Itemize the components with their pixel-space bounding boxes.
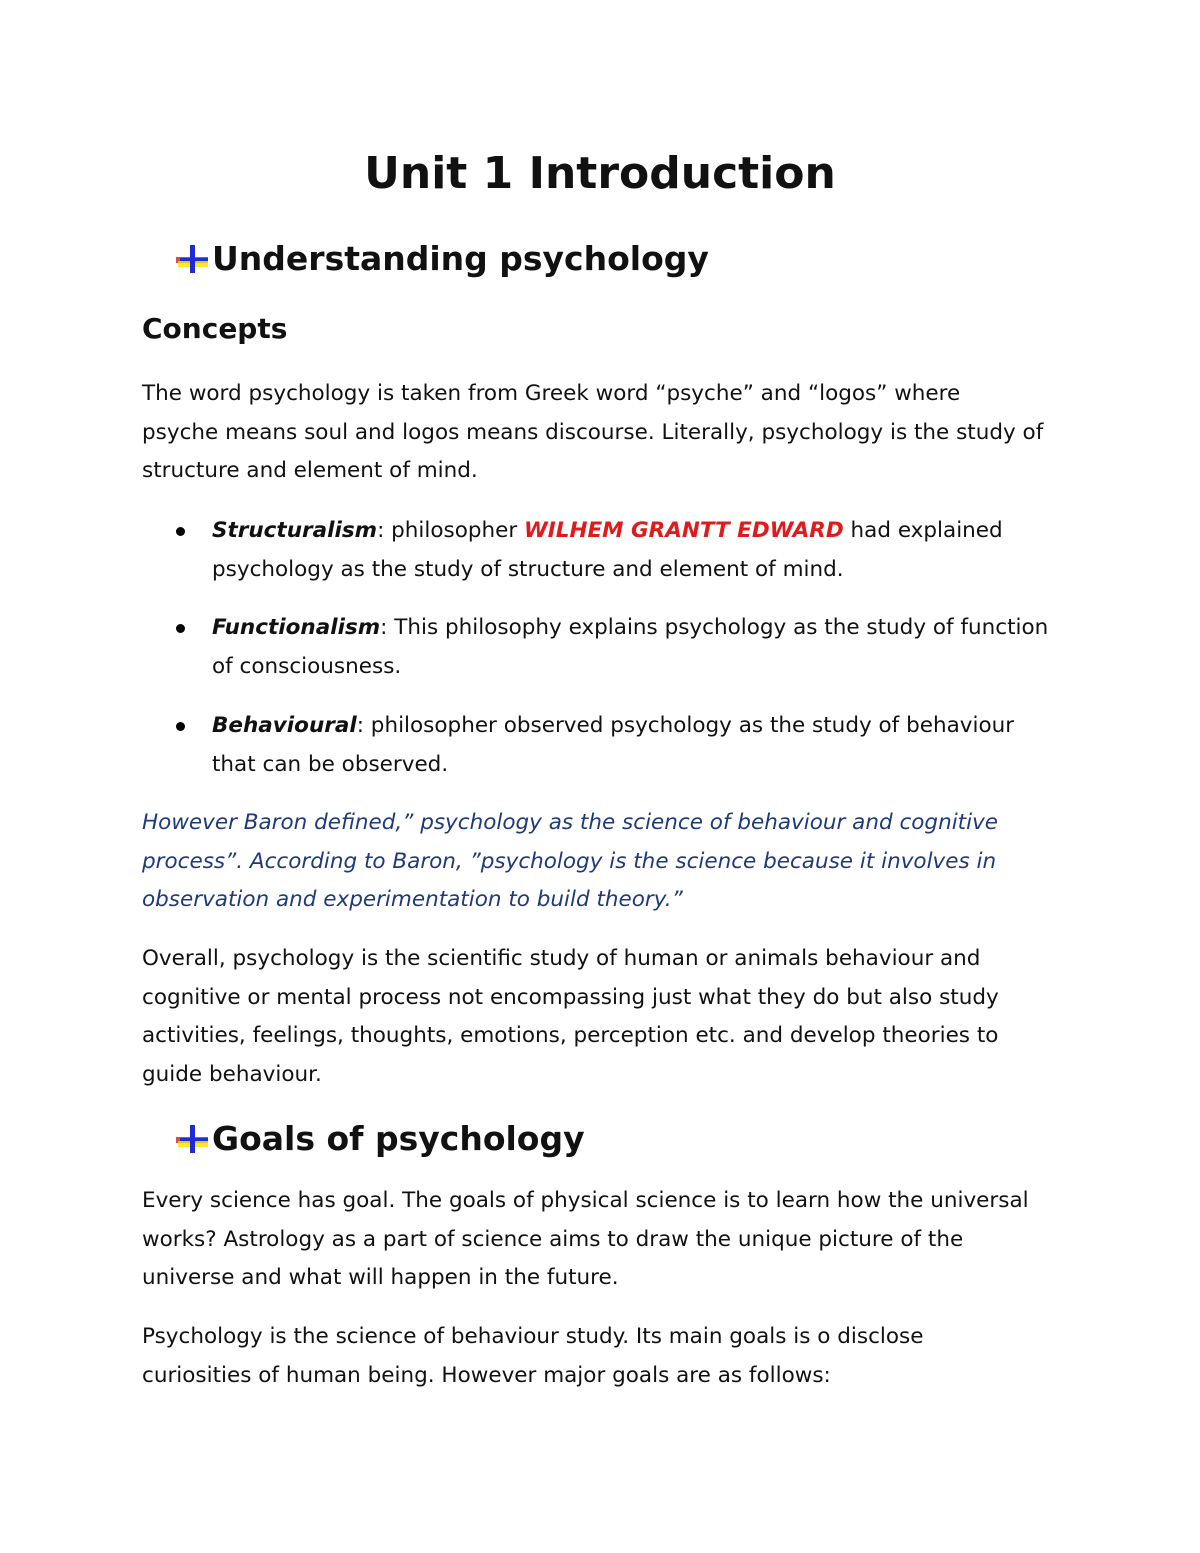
term-functionalism: Functionalism: [212, 615, 381, 640]
term-structuralism: Structuralism: [212, 518, 378, 543]
plus-bullet-icon: [176, 1125, 210, 1153]
bullet-text: : This philosophy explains psychology as the study of function: [380, 615, 1049, 640]
term-behavioural: Behavioural: [212, 713, 357, 738]
text-line: process”. According to Baron, ”psychology is the science because it involves in: [142, 848, 997, 874]
text-line: universe and what will happen in the future.: [142, 1265, 619, 1290]
goals-paragraph-1: [142, 1182, 1072, 1298]
section-heading-text: Goals of psychology: [212, 1119, 585, 1158]
text-line: curiosities of human being. However major goals are as follows:: [142, 1362, 831, 1388]
philosopher-name: WILHEM GRANTT EDWARD: [524, 518, 844, 543]
bullet-text: psychology as the study of structure and element of mind.: [212, 556, 844, 582]
text-line: guide behaviour.: [142, 1061, 322, 1087]
text-line: activities, feelings, thoughts, emotions, perception etc. and develop theories to: [142, 1023, 999, 1048]
text-line: Psychology is the science of behaviour study. Its main goals is o disclose: [142, 1324, 924, 1349]
text-line: structure and element of mind.: [142, 458, 478, 483]
text-line: Every science has goal. The goals of physical science is to learn how the universal: [142, 1188, 1029, 1213]
overall-paragraph: [142, 940, 1072, 1094]
bullet-text: : philosopher: [377, 518, 525, 543]
bullet-dot-icon: [176, 527, 185, 536]
section-heading-goals: [176, 1119, 585, 1159]
bullet-text: had explained: [843, 518, 1003, 543]
text-line: psyche means soul and logos means discourse. Literally, psychology is the study of: [142, 419, 1044, 445]
text-line: However Baron defined,” psychology as the science of behaviour and cognitive: [142, 810, 999, 835]
bullet-text: that can be observed.: [212, 751, 449, 777]
text-line: Overall, psychology is the scientific study of human or animals behaviour and: [142, 946, 981, 971]
section-heading-understanding: [176, 239, 709, 279]
plus-bullet-icon: [176, 245, 210, 273]
baron-quote: [142, 804, 1072, 920]
bullet-dot-icon: [176, 624, 185, 633]
concepts-heading: Concepts: [142, 312, 288, 345]
text-line: works? Astrology as a part of science aims to draw the unique picture of the: [142, 1226, 964, 1252]
bullet-dot-icon: [176, 722, 185, 731]
page-title: Unit 1 Introduction: [364, 148, 836, 199]
section-heading-text: Understanding psychology: [212, 239, 709, 278]
bullet-text: : philosopher observed psychology as the study of behaviour: [356, 713, 1015, 738]
goals-paragraph-2: [142, 1318, 1072, 1395]
bullet-text: of consciousness.: [212, 653, 402, 679]
text-line: The word psychology is taken from Greek word “psyche” and “logos” where: [142, 381, 961, 406]
text-line: cognitive or mental process not encompassing just what they do but also study: [142, 984, 999, 1010]
text-line: observation and experimentation to build theory.”: [142, 887, 683, 912]
intro-paragraph: [142, 375, 1072, 491]
